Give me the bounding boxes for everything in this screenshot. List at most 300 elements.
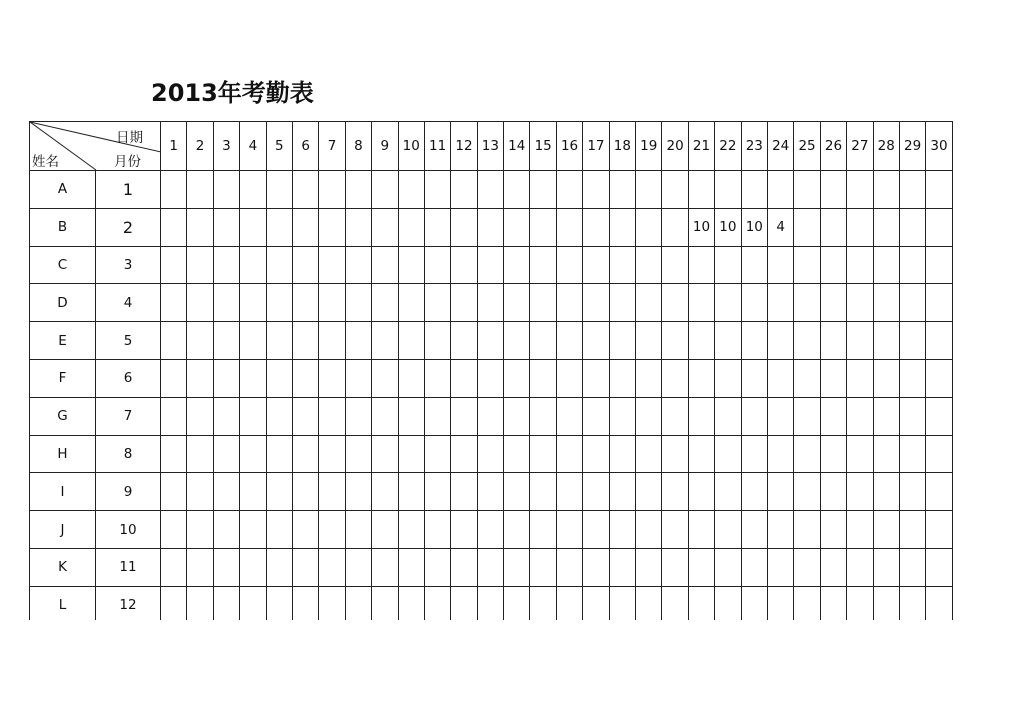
attendance-cell[interactable] [187, 171, 213, 209]
attendance-cell[interactable] [873, 359, 899, 397]
attendance-cell[interactable] [424, 322, 450, 360]
attendance-cell[interactable] [240, 435, 266, 473]
attendance-cell[interactable] [345, 359, 371, 397]
attendance-cell[interactable] [688, 246, 714, 284]
attendance-cell[interactable] [451, 359, 477, 397]
attendance-cell[interactable]: 10 [688, 208, 714, 246]
attendance-cell[interactable] [266, 208, 292, 246]
attendance-cell[interactable] [688, 586, 714, 624]
attendance-cell[interactable] [820, 473, 846, 511]
attendance-cell[interactable] [266, 359, 292, 397]
attendance-cell[interactable] [213, 208, 239, 246]
attendance-cell[interactable] [820, 359, 846, 397]
attendance-cell[interactable] [847, 473, 873, 511]
attendance-cell[interactable] [688, 473, 714, 511]
attendance-cell[interactable] [504, 171, 530, 209]
attendance-cell[interactable] [741, 473, 767, 511]
attendance-cell[interactable] [477, 397, 503, 435]
attendance-cell[interactable] [187, 435, 213, 473]
attendance-cell[interactable] [398, 473, 424, 511]
attendance-cell[interactable] [345, 322, 371, 360]
attendance-cell[interactable] [398, 171, 424, 209]
attendance-cell[interactable] [161, 359, 187, 397]
attendance-cell[interactable] [767, 359, 793, 397]
attendance-cell[interactable] [847, 586, 873, 624]
attendance-cell[interactable] [715, 359, 741, 397]
attendance-cell[interactable] [451, 473, 477, 511]
attendance-cell[interactable] [583, 397, 609, 435]
attendance-cell[interactable] [319, 548, 345, 586]
attendance-cell[interactable] [688, 397, 714, 435]
attendance-cell[interactable] [451, 435, 477, 473]
attendance-cell[interactable] [556, 397, 582, 435]
attendance-cell[interactable] [636, 435, 662, 473]
attendance-cell[interactable] [556, 171, 582, 209]
attendance-cell[interactable] [609, 208, 635, 246]
attendance-cell[interactable] [583, 586, 609, 624]
attendance-cell[interactable] [161, 208, 187, 246]
attendance-cell[interactable] [820, 208, 846, 246]
attendance-cell[interactable] [161, 397, 187, 435]
attendance-cell[interactable] [662, 397, 688, 435]
attendance-cell[interactable] [161, 511, 187, 549]
attendance-cell[interactable] [530, 246, 556, 284]
attendance-cell[interactable] [345, 435, 371, 473]
attendance-cell[interactable] [715, 435, 741, 473]
attendance-cell[interactable] [345, 208, 371, 246]
attendance-cell[interactable] [609, 171, 635, 209]
attendance-cell[interactable] [662, 322, 688, 360]
attendance-cell[interactable] [899, 511, 925, 549]
attendance-cell[interactable] [741, 246, 767, 284]
attendance-cell[interactable] [636, 586, 662, 624]
attendance-cell[interactable] [899, 322, 925, 360]
attendance-cell[interactable] [556, 548, 582, 586]
attendance-cell[interactable] [873, 548, 899, 586]
attendance-cell[interactable] [266, 435, 292, 473]
attendance-cell[interactable] [636, 473, 662, 511]
attendance-cell[interactable] [873, 586, 899, 624]
attendance-cell[interactable] [213, 511, 239, 549]
attendance-cell[interactable] [741, 322, 767, 360]
attendance-cell[interactable] [530, 359, 556, 397]
attendance-cell[interactable] [609, 246, 635, 284]
attendance-cell[interactable] [187, 322, 213, 360]
attendance-cell[interactable] [398, 586, 424, 624]
attendance-cell[interactable] [424, 548, 450, 586]
attendance-cell[interactable] [715, 473, 741, 511]
attendance-cell[interactable] [609, 548, 635, 586]
attendance-cell[interactable] [820, 511, 846, 549]
attendance-cell[interactable] [292, 359, 318, 397]
attendance-cell[interactable] [530, 171, 556, 209]
attendance-cell[interactable] [583, 171, 609, 209]
attendance-cell[interactable] [292, 473, 318, 511]
attendance-cell[interactable] [794, 246, 820, 284]
attendance-cell[interactable] [741, 511, 767, 549]
attendance-cell[interactable] [794, 284, 820, 322]
attendance-cell[interactable] [477, 473, 503, 511]
attendance-cell[interactable] [794, 359, 820, 397]
attendance-cell[interactable] [820, 322, 846, 360]
attendance-cell[interactable] [556, 435, 582, 473]
attendance-cell[interactable] [240, 171, 266, 209]
attendance-cell[interactable] [688, 548, 714, 586]
attendance-cell[interactable] [609, 284, 635, 322]
attendance-cell[interactable] [451, 397, 477, 435]
attendance-cell[interactable] [899, 397, 925, 435]
attendance-cell[interactable] [899, 359, 925, 397]
attendance-cell[interactable] [451, 548, 477, 586]
attendance-cell[interactable] [556, 322, 582, 360]
attendance-cell[interactable] [345, 548, 371, 586]
attendance-cell[interactable] [161, 322, 187, 360]
attendance-cell[interactable] [820, 171, 846, 209]
attendance-cell[interactable] [662, 511, 688, 549]
attendance-cell[interactable] [424, 397, 450, 435]
attendance-cell[interactable] [319, 359, 345, 397]
attendance-cell[interactable] [372, 171, 398, 209]
attendance-cell[interactable] [372, 473, 398, 511]
attendance-cell[interactable] [583, 208, 609, 246]
attendance-cell[interactable] [292, 284, 318, 322]
attendance-cell[interactable] [372, 548, 398, 586]
attendance-cell[interactable] [292, 435, 318, 473]
attendance-cell[interactable] [636, 511, 662, 549]
attendance-cell[interactable] [741, 284, 767, 322]
attendance-cell[interactable] [266, 548, 292, 586]
employee-name-cell[interactable]: A [30, 171, 96, 209]
attendance-cell[interactable] [504, 586, 530, 624]
attendance-cell[interactable] [556, 284, 582, 322]
month-cell[interactable]: 12 [96, 586, 161, 624]
attendance-cell[interactable] [504, 473, 530, 511]
attendance-cell[interactable] [873, 511, 899, 549]
attendance-cell[interactable] [926, 284, 952, 322]
attendance-cell[interactable]: 10 [741, 208, 767, 246]
attendance-cell[interactable] [636, 359, 662, 397]
attendance-cell[interactable] [477, 208, 503, 246]
attendance-cell[interactable] [187, 397, 213, 435]
attendance-cell[interactable] [240, 208, 266, 246]
month-cell[interactable]: 8 [96, 435, 161, 473]
attendance-cell[interactable] [266, 322, 292, 360]
attendance-cell[interactable] [424, 511, 450, 549]
attendance-cell[interactable] [319, 473, 345, 511]
attendance-cell[interactable] [266, 586, 292, 624]
attendance-cell[interactable] [609, 359, 635, 397]
attendance-cell[interactable] [926, 435, 952, 473]
attendance-cell[interactable] [636, 548, 662, 586]
attendance-cell[interactable] [794, 435, 820, 473]
attendance-cell[interactable] [372, 246, 398, 284]
attendance-cell[interactable] [319, 397, 345, 435]
attendance-cell[interactable] [847, 171, 873, 209]
attendance-cell[interactable] [873, 208, 899, 246]
attendance-cell[interactable] [636, 397, 662, 435]
attendance-cell[interactable] [319, 322, 345, 360]
attendance-cell[interactable] [504, 359, 530, 397]
attendance-cell[interactable] [662, 435, 688, 473]
attendance-cell[interactable] [345, 473, 371, 511]
attendance-cell[interactable] [161, 246, 187, 284]
attendance-cell[interactable] [319, 171, 345, 209]
attendance-cell[interactable] [794, 208, 820, 246]
attendance-cell[interactable] [213, 435, 239, 473]
attendance-cell[interactable] [609, 473, 635, 511]
attendance-cell[interactable] [688, 171, 714, 209]
attendance-cell[interactable] [583, 511, 609, 549]
attendance-cell[interactable] [873, 397, 899, 435]
attendance-cell[interactable] [213, 397, 239, 435]
attendance-cell[interactable] [292, 322, 318, 360]
attendance-cell[interactable] [688, 511, 714, 549]
attendance-cell[interactable] [213, 359, 239, 397]
attendance-cell[interactable] [292, 586, 318, 624]
attendance-cell[interactable] [741, 586, 767, 624]
attendance-cell[interactable] [847, 359, 873, 397]
attendance-cell[interactable] [847, 511, 873, 549]
attendance-cell[interactable] [345, 284, 371, 322]
attendance-cell[interactable] [636, 171, 662, 209]
attendance-cell[interactable] [688, 359, 714, 397]
attendance-cell[interactable] [636, 322, 662, 360]
attendance-cell[interactable] [583, 322, 609, 360]
attendance-cell[interactable] [556, 473, 582, 511]
attendance-cell[interactable] [477, 548, 503, 586]
attendance-cell[interactable] [424, 586, 450, 624]
employee-name-cell[interactable]: L [30, 586, 96, 624]
attendance-cell[interactable] [926, 322, 952, 360]
attendance-cell[interactable] [477, 586, 503, 624]
attendance-cell[interactable] [662, 246, 688, 284]
attendance-cell[interactable] [319, 284, 345, 322]
attendance-cell[interactable] [926, 511, 952, 549]
attendance-cell[interactable] [847, 435, 873, 473]
attendance-cell[interactable] [820, 246, 846, 284]
attendance-cell[interactable] [345, 397, 371, 435]
attendance-cell[interactable] [345, 246, 371, 284]
attendance-cell[interactable] [556, 208, 582, 246]
month-cell[interactable]: 11 [96, 548, 161, 586]
attendance-cell[interactable] [794, 586, 820, 624]
attendance-cell[interactable] [530, 473, 556, 511]
employee-name-cell[interactable]: G [30, 397, 96, 435]
attendance-cell[interactable] [398, 397, 424, 435]
attendance-cell[interactable] [372, 322, 398, 360]
attendance-cell[interactable] [741, 435, 767, 473]
attendance-cell[interactable] [556, 586, 582, 624]
attendance-cell[interactable] [847, 397, 873, 435]
attendance-cell[interactable] [266, 284, 292, 322]
attendance-cell[interactable] [213, 548, 239, 586]
attendance-cell[interactable] [292, 246, 318, 284]
attendance-cell[interactable] [372, 435, 398, 473]
month-cell[interactable]: 1 [96, 171, 161, 209]
attendance-cell[interactable] [767, 322, 793, 360]
attendance-cell[interactable] [504, 284, 530, 322]
attendance-cell[interactable] [847, 322, 873, 360]
attendance-cell[interactable] [847, 208, 873, 246]
attendance-cell[interactable] [187, 284, 213, 322]
attendance-cell[interactable] [530, 435, 556, 473]
employee-name-cell[interactable]: D [30, 284, 96, 322]
attendance-cell[interactable] [504, 322, 530, 360]
attendance-cell[interactable] [662, 548, 688, 586]
employee-name-cell[interactable]: B [30, 208, 96, 246]
attendance-cell[interactable] [767, 397, 793, 435]
attendance-cell[interactable] [530, 511, 556, 549]
attendance-cell[interactable] [662, 359, 688, 397]
attendance-cell[interactable] [266, 246, 292, 284]
attendance-cell[interactable] [398, 208, 424, 246]
attendance-cell[interactable] [767, 171, 793, 209]
attendance-cell[interactable] [187, 473, 213, 511]
attendance-cell[interactable] [372, 359, 398, 397]
attendance-cell[interactable] [662, 284, 688, 322]
attendance-cell[interactable] [504, 548, 530, 586]
attendance-cell[interactable] [609, 397, 635, 435]
attendance-cell[interactable] [292, 208, 318, 246]
attendance-cell[interactable] [926, 586, 952, 624]
attendance-cell[interactable] [372, 586, 398, 624]
attendance-cell[interactable] [899, 435, 925, 473]
attendance-cell[interactable] [398, 322, 424, 360]
attendance-cell[interactable] [292, 511, 318, 549]
attendance-cell[interactable] [583, 435, 609, 473]
attendance-cell[interactable] [873, 284, 899, 322]
attendance-cell[interactable] [530, 208, 556, 246]
attendance-cell[interactable] [636, 246, 662, 284]
attendance-cell[interactable] [372, 208, 398, 246]
attendance-cell[interactable] [794, 397, 820, 435]
attendance-cell[interactable] [292, 171, 318, 209]
attendance-cell[interactable] [477, 435, 503, 473]
attendance-cell[interactable] [767, 435, 793, 473]
attendance-cell[interactable] [266, 397, 292, 435]
attendance-cell[interactable] [240, 246, 266, 284]
attendance-cell[interactable] [213, 322, 239, 360]
attendance-cell[interactable] [530, 548, 556, 586]
attendance-cell[interactable] [794, 171, 820, 209]
attendance-cell[interactable] [583, 359, 609, 397]
employee-name-cell[interactable]: I [30, 473, 96, 511]
attendance-cell[interactable] [873, 322, 899, 360]
attendance-cell[interactable]: 4 [767, 208, 793, 246]
month-cell[interactable]: 10 [96, 511, 161, 549]
attendance-cell[interactable] [926, 171, 952, 209]
attendance-cell[interactable] [504, 511, 530, 549]
attendance-cell[interactable] [319, 208, 345, 246]
attendance-cell[interactable] [926, 473, 952, 511]
attendance-cell[interactable] [715, 284, 741, 322]
attendance-cell[interactable] [398, 246, 424, 284]
attendance-cell[interactable] [451, 322, 477, 360]
attendance-cell[interactable] [451, 246, 477, 284]
attendance-cell[interactable] [556, 511, 582, 549]
attendance-cell[interactable] [767, 586, 793, 624]
attendance-cell[interactable] [820, 586, 846, 624]
attendance-cell[interactable] [899, 586, 925, 624]
attendance-cell[interactable] [451, 284, 477, 322]
employee-name-cell[interactable]: E [30, 322, 96, 360]
attendance-cell[interactable] [794, 548, 820, 586]
attendance-cell[interactable] [504, 246, 530, 284]
employee-name-cell[interactable]: J [30, 511, 96, 549]
attendance-cell[interactable] [794, 473, 820, 511]
attendance-cell[interactable] [504, 397, 530, 435]
attendance-cell[interactable] [372, 397, 398, 435]
attendance-cell[interactable] [187, 246, 213, 284]
attendance-cell[interactable] [477, 171, 503, 209]
attendance-cell[interactable] [662, 208, 688, 246]
attendance-cell[interactable] [715, 586, 741, 624]
attendance-cell[interactable] [820, 548, 846, 586]
attendance-cell[interactable] [424, 171, 450, 209]
attendance-cell[interactable] [240, 511, 266, 549]
attendance-cell[interactable] [899, 473, 925, 511]
attendance-cell[interactable] [504, 208, 530, 246]
attendance-cell[interactable] [161, 171, 187, 209]
attendance-cell[interactable] [847, 246, 873, 284]
attendance-cell[interactable] [161, 284, 187, 322]
attendance-cell[interactable] [741, 171, 767, 209]
attendance-cell[interactable] [688, 284, 714, 322]
month-cell[interactable]: 6 [96, 359, 161, 397]
attendance-cell[interactable] [715, 171, 741, 209]
month-cell[interactable]: 7 [96, 397, 161, 435]
attendance-cell[interactable] [847, 548, 873, 586]
attendance-cell[interactable] [213, 284, 239, 322]
attendance-cell[interactable] [345, 586, 371, 624]
attendance-cell[interactable] [240, 586, 266, 624]
attendance-cell[interactable] [556, 359, 582, 397]
attendance-cell[interactable] [319, 511, 345, 549]
attendance-cell[interactable] [873, 171, 899, 209]
attendance-cell[interactable] [715, 548, 741, 586]
attendance-cell[interactable] [424, 359, 450, 397]
attendance-cell[interactable] [767, 246, 793, 284]
attendance-cell[interactable] [530, 284, 556, 322]
attendance-cell[interactable] [662, 171, 688, 209]
attendance-cell[interactable] [820, 284, 846, 322]
attendance-cell[interactable] [398, 435, 424, 473]
attendance-cell[interactable] [213, 171, 239, 209]
attendance-cell[interactable] [820, 435, 846, 473]
attendance-cell[interactable] [688, 322, 714, 360]
attendance-cell[interactable] [424, 473, 450, 511]
attendance-cell[interactable] [899, 208, 925, 246]
attendance-cell[interactable] [767, 284, 793, 322]
attendance-cell[interactable] [609, 511, 635, 549]
attendance-cell[interactable] [926, 359, 952, 397]
attendance-cell[interactable] [187, 548, 213, 586]
attendance-cell[interactable] [873, 246, 899, 284]
attendance-cell[interactable] [213, 246, 239, 284]
attendance-cell[interactable] [161, 473, 187, 511]
attendance-cell[interactable] [504, 435, 530, 473]
month-cell[interactable]: 3 [96, 246, 161, 284]
attendance-cell[interactable] [715, 511, 741, 549]
attendance-cell[interactable] [424, 435, 450, 473]
attendance-cell[interactable] [187, 359, 213, 397]
employee-name-cell[interactable]: F [30, 359, 96, 397]
attendance-cell[interactable] [477, 511, 503, 549]
attendance-cell[interactable] [292, 397, 318, 435]
attendance-cell[interactable]: 10 [715, 208, 741, 246]
attendance-cell[interactable] [636, 208, 662, 246]
month-cell[interactable]: 9 [96, 473, 161, 511]
